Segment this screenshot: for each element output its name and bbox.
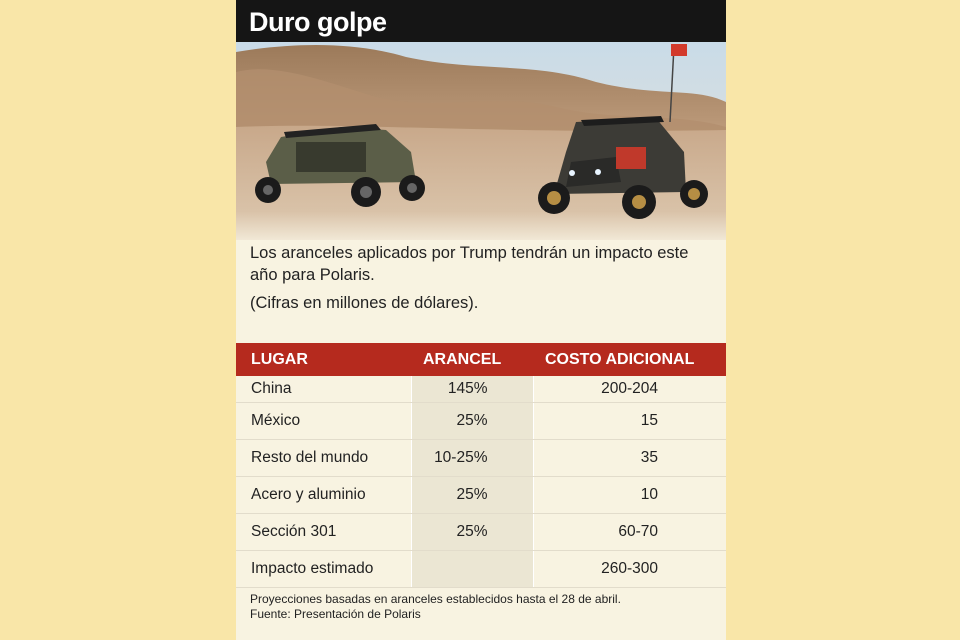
cell-costo: 35 bbox=[533, 440, 726, 477]
infographic-card bbox=[236, 0, 726, 640]
cell-arancel: 25% bbox=[411, 403, 533, 440]
cell-lugar: Resto del mundo bbox=[236, 440, 411, 477]
source-note: Fuente: Presentación de Polaris bbox=[250, 607, 421, 621]
cell-costo: 10 bbox=[533, 477, 726, 514]
table-row bbox=[236, 477, 726, 514]
header-lugar: LUGAR bbox=[236, 343, 411, 376]
cell-lugar: México bbox=[236, 403, 411, 440]
footer-notes bbox=[250, 592, 720, 622]
units-note: (Cifras en millones de dólares). bbox=[250, 294, 479, 312]
table-row bbox=[236, 440, 726, 477]
cell-arancel: 10-25% bbox=[411, 440, 533, 477]
cell-costo: 200-204 bbox=[533, 376, 726, 403]
cell-lugar: China bbox=[236, 376, 411, 403]
header-arancel: ARANCEL bbox=[411, 343, 533, 376]
cell-costo: 15 bbox=[533, 403, 726, 440]
cell-costo: 60-70 bbox=[533, 514, 726, 551]
table-row-total bbox=[236, 551, 726, 588]
table-row bbox=[236, 514, 726, 551]
cell-lugar: Sección 301 bbox=[236, 514, 411, 551]
infographic-title: Duro golpe bbox=[236, 0, 726, 42]
intro-paragraph: Los aranceles aplicados por Trump tendrán un impacto este año para Polaris. bbox=[250, 244, 689, 284]
cell-costo: 260-300 bbox=[533, 551, 726, 588]
table-header-row bbox=[236, 343, 726, 376]
tariff-table bbox=[236, 343, 726, 588]
cell-arancel: 145% bbox=[411, 376, 533, 403]
cell-arancel: 25% bbox=[411, 514, 533, 551]
header-costo-adicional: COSTO ADICIONAL bbox=[533, 343, 726, 376]
projection-note: Proyecciones basadas en aranceles establecidos hasta el 28 de abril. bbox=[250, 592, 621, 606]
cell-lugar: Impacto estimado bbox=[236, 551, 411, 588]
cell-lugar: Acero y aluminio bbox=[236, 477, 411, 514]
table-row bbox=[236, 403, 726, 440]
table-row bbox=[236, 376, 726, 403]
intro-text bbox=[250, 242, 710, 314]
cell-arancel: 25% bbox=[411, 477, 533, 514]
cell-arancel bbox=[411, 551, 533, 588]
utv-dunes-photo bbox=[236, 42, 726, 240]
